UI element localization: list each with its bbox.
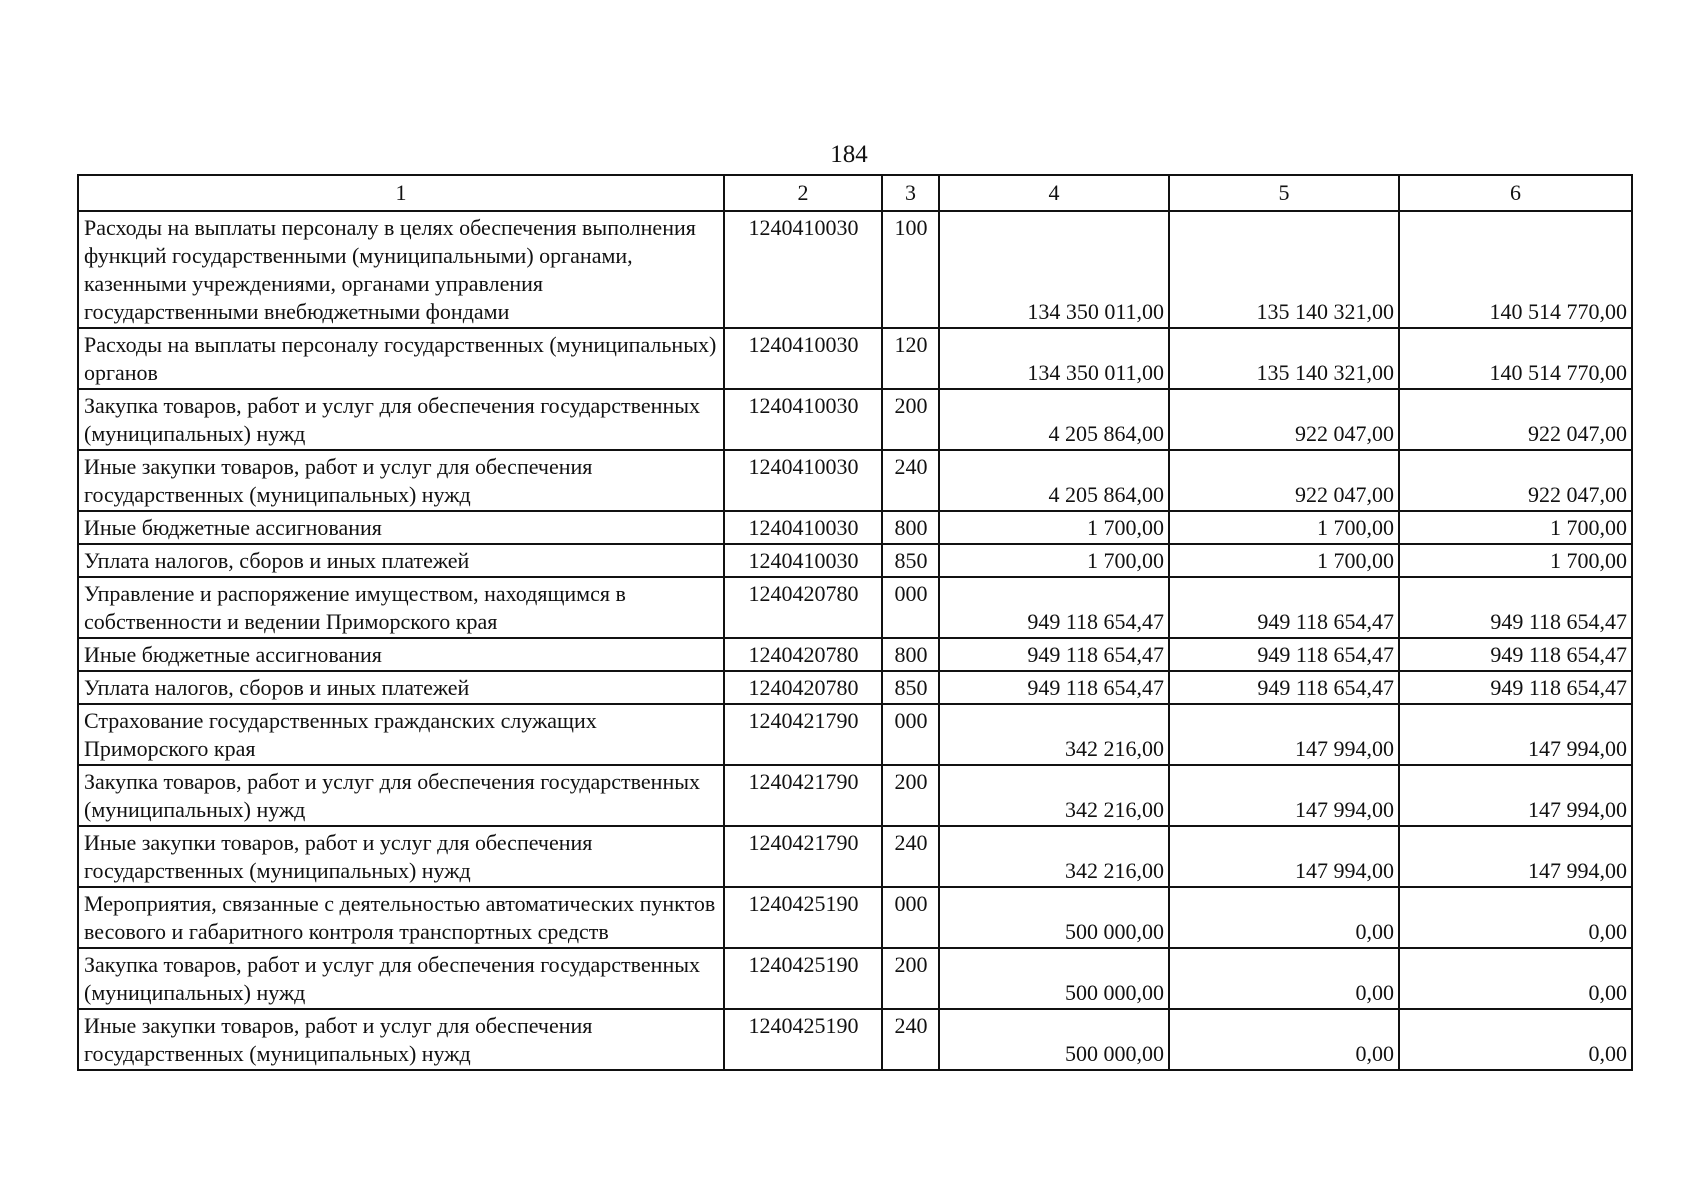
item-name-cell: Расходы на выплаты персоналу в целях обеспечения выполнения функций государственными (муниципальными) органами, казенными учреждениями, органами управления государственными внебюджетными фондами xyxy=(78,211,724,328)
amount-cell-col4: 134 350 011,00 xyxy=(939,211,1169,328)
amount-cell-col4: 500 000,00 xyxy=(939,1009,1169,1070)
amount-cell-col4: 500 000,00 xyxy=(939,887,1169,948)
amount-cell-col6: 140 514 770,00 xyxy=(1399,328,1632,389)
table-row xyxy=(78,1009,1632,1070)
target-code-cell: 1240410030 xyxy=(724,211,882,328)
item-name-cell: Уплата налогов, сборов и иных платежей xyxy=(78,671,724,704)
column-header: 3 xyxy=(882,175,939,211)
amount-cell-col6: 949 118 654,47 xyxy=(1399,638,1632,671)
budget-table xyxy=(77,174,1633,1071)
item-name-cell: Иные закупки товаров, работ и услуг для обеспечения государственных (муниципальных) нужд xyxy=(78,450,724,511)
target-code-cell: 1240410030 xyxy=(724,328,882,389)
amount-cell-col6: 147 994,00 xyxy=(1399,826,1632,887)
amount-cell-col5: 949 118 654,47 xyxy=(1169,577,1399,638)
target-code-cell: 1240410030 xyxy=(724,389,882,450)
expense-type-cell: 850 xyxy=(882,671,939,704)
table-row xyxy=(78,765,1632,826)
amount-cell-col4: 134 350 011,00 xyxy=(939,328,1169,389)
amount-cell-col6: 922 047,00 xyxy=(1399,450,1632,511)
amount-cell-col5: 135 140 321,00 xyxy=(1169,211,1399,328)
expense-type-cell: 240 xyxy=(882,826,939,887)
amount-cell-col6: 147 994,00 xyxy=(1399,704,1632,765)
target-code-cell: 1240420780 xyxy=(724,577,882,638)
amount-cell-col5: 1 700,00 xyxy=(1169,544,1399,577)
table-row xyxy=(78,211,1632,328)
item-name-cell: Иные закупки товаров, работ и услуг для обеспечения государственных (муниципальных) нужд xyxy=(78,826,724,887)
expense-type-cell: 200 xyxy=(882,765,939,826)
item-name-cell: Страхование государственных гражданских служащих Приморского края xyxy=(78,704,724,765)
column-header: 1 xyxy=(78,175,724,211)
amount-cell-col4: 4 205 864,00 xyxy=(939,450,1169,511)
amount-cell-col5: 147 994,00 xyxy=(1169,765,1399,826)
page-number: 184 xyxy=(830,141,868,168)
amount-cell-col4: 342 216,00 xyxy=(939,704,1169,765)
item-name-cell: Уплата налогов, сборов и иных платежей xyxy=(78,544,724,577)
table-row xyxy=(78,577,1632,638)
column-header: 2 xyxy=(724,175,882,211)
expense-type-cell: 000 xyxy=(882,704,939,765)
amount-cell-col6: 0,00 xyxy=(1399,1009,1632,1070)
target-code-cell: 1240425190 xyxy=(724,1009,882,1070)
amount-cell-col4: 949 118 654,47 xyxy=(939,638,1169,671)
table-row xyxy=(78,328,1632,389)
target-code-cell: 1240421790 xyxy=(724,826,882,887)
amount-cell-col6: 1 700,00 xyxy=(1399,511,1632,544)
amount-cell-col5: 949 118 654,47 xyxy=(1169,671,1399,704)
expense-type-cell: 000 xyxy=(882,887,939,948)
amount-cell-col5: 147 994,00 xyxy=(1169,704,1399,765)
expense-type-cell: 200 xyxy=(882,389,939,450)
column-number-row xyxy=(78,175,1632,211)
amount-cell-col4: 1 700,00 xyxy=(939,544,1169,577)
target-code-cell: 1240420780 xyxy=(724,671,882,704)
target-code-cell: 1240421790 xyxy=(724,704,882,765)
amount-cell-col5: 0,00 xyxy=(1169,887,1399,948)
amount-cell-col6: 949 118 654,47 xyxy=(1399,671,1632,704)
amount-cell-col6: 0,00 xyxy=(1399,948,1632,1009)
expense-type-cell: 240 xyxy=(882,450,939,511)
amount-cell-col5: 0,00 xyxy=(1169,948,1399,1009)
item-name-cell: Закупка товаров, работ и услуг для обеспечения государственных (муниципальных) нужд xyxy=(78,765,724,826)
amount-cell-col4: 4 205 864,00 xyxy=(939,389,1169,450)
expense-type-cell: 850 xyxy=(882,544,939,577)
table-row xyxy=(78,826,1632,887)
amount-cell-col6: 147 994,00 xyxy=(1399,765,1632,826)
expense-type-cell: 800 xyxy=(882,638,939,671)
item-name-cell: Закупка товаров, работ и услуг для обеспечения государственных (муниципальных) нужд xyxy=(78,948,724,1009)
column-header: 6 xyxy=(1399,175,1632,211)
amount-cell-col5: 1 700,00 xyxy=(1169,511,1399,544)
target-code-cell: 1240410030 xyxy=(724,544,882,577)
item-name-cell: Иные бюджетные ассигнования xyxy=(78,511,724,544)
target-code-cell: 1240410030 xyxy=(724,511,882,544)
expense-type-cell: 000 xyxy=(882,577,939,638)
item-name-cell: Закупка товаров, работ и услуг для обеспечения государственных (муниципальных) нужд xyxy=(78,389,724,450)
amount-cell-col5: 147 994,00 xyxy=(1169,826,1399,887)
amount-cell-col6: 1 700,00 xyxy=(1399,544,1632,577)
column-header: 5 xyxy=(1169,175,1399,211)
expense-type-cell: 200 xyxy=(882,948,939,1009)
amount-cell-col4: 949 118 654,47 xyxy=(939,577,1169,638)
expense-type-cell: 100 xyxy=(882,211,939,328)
target-code-cell: 1240410030 xyxy=(724,450,882,511)
amount-cell-col4: 342 216,00 xyxy=(939,826,1169,887)
table-row xyxy=(78,638,1632,671)
target-code-cell: 1240421790 xyxy=(724,765,882,826)
amount-cell-col4: 342 216,00 xyxy=(939,765,1169,826)
table-row xyxy=(78,389,1632,450)
table-row xyxy=(78,704,1632,765)
table-row xyxy=(78,450,1632,511)
item-name-cell: Управление и распоряжение имуществом, находящимся в собственности и ведении Приморского края xyxy=(78,577,724,638)
table-row xyxy=(78,671,1632,704)
amount-cell-col6: 140 514 770,00 xyxy=(1399,211,1632,328)
item-name-cell: Иные закупки товаров, работ и услуг для обеспечения государственных (муниципальных) нужд xyxy=(78,1009,724,1070)
table-row xyxy=(78,887,1632,948)
expense-type-cell: 120 xyxy=(882,328,939,389)
target-code-cell: 1240420780 xyxy=(724,638,882,671)
item-name-cell: Иные бюджетные ассигнования xyxy=(78,638,724,671)
table-row xyxy=(78,511,1632,544)
amount-cell-col4: 1 700,00 xyxy=(939,511,1169,544)
item-name-cell: Расходы на выплаты персоналу государственных (муниципальных) органов xyxy=(78,328,724,389)
target-code-cell: 1240425190 xyxy=(724,887,882,948)
expense-type-cell: 240 xyxy=(882,1009,939,1070)
table-row xyxy=(78,544,1632,577)
amount-cell-col5: 0,00 xyxy=(1169,1009,1399,1070)
target-code-cell: 1240425190 xyxy=(724,948,882,1009)
amount-cell-col5: 922 047,00 xyxy=(1169,450,1399,511)
amount-cell-col4: 500 000,00 xyxy=(939,948,1169,1009)
amount-cell-col6: 922 047,00 xyxy=(1399,389,1632,450)
item-name-cell: Мероприятия, связанные с деятельностью автоматических пунктов весового и габаритного контроля транспортных средств xyxy=(78,887,724,948)
amount-cell-col6: 0,00 xyxy=(1399,887,1632,948)
expense-type-cell: 800 xyxy=(882,511,939,544)
column-header: 4 xyxy=(939,175,1169,211)
amount-cell-col4: 949 118 654,47 xyxy=(939,671,1169,704)
amount-cell-col6: 949 118 654,47 xyxy=(1399,577,1632,638)
amount-cell-col5: 922 047,00 xyxy=(1169,389,1399,450)
amount-cell-col5: 135 140 321,00 xyxy=(1169,328,1399,389)
amount-cell-col5: 949 118 654,47 xyxy=(1169,638,1399,671)
table-row xyxy=(78,948,1632,1009)
